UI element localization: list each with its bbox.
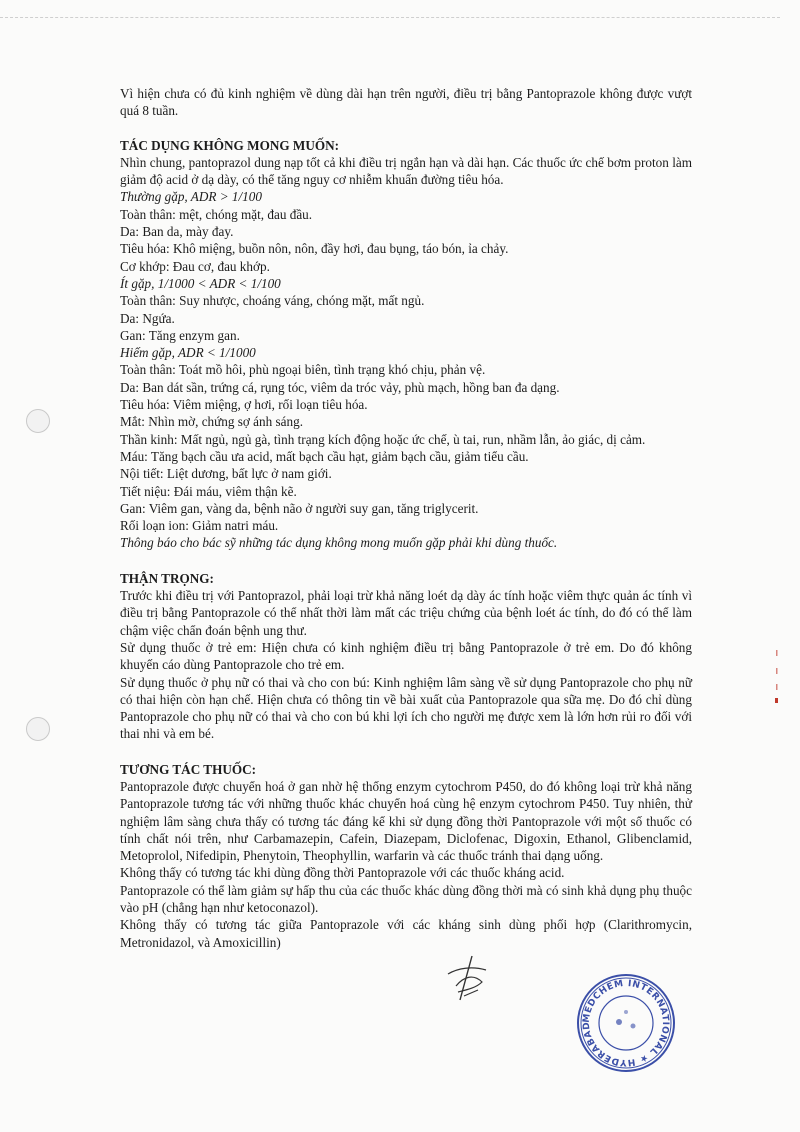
punch-hole-lower [26, 717, 50, 741]
rare-item: Thần kinh: Mất ngủ, ngủ gà, tình trạng kích động hoặc ức chế, ù tai, run, nhầm lẫn, ảo giác, dị cảm. [120, 431, 646, 447]
rare-item: Rối loạn ion: Giảm natri máu. [120, 518, 279, 534]
punch-hole-upper [26, 409, 50, 433]
adverse-note: Thông báo cho bác sỹ những tác dụng không mong muốn gặp phải khi dùng thuốc. [120, 535, 558, 551]
handwritten-signature [442, 952, 492, 1004]
common-subheading: Thường gặp, ADR > 1/100 [120, 189, 262, 205]
uncommon-item: Da: Ngứa. [120, 310, 175, 326]
adverse-intro: Nhìn chung, pantoprazol dung nạp tốt cả khi điều trị ngắn hạn và dài hạn. Các thuốc ức chế bơm proton làm giảm độ acid ở dạ dày, có thể tăng nguy cơ nhiễm khuẩn đường tiêu hóa. [120, 154, 692, 188]
intro-paragraph: Vì hiện chưa có đủ kinh nghiệm về dùng dài hạn trên người, điều trị bằng Pantoprazole không được vượt quá 8 tuần. [120, 86, 692, 119]
common-item: Cơ khớp: Đau cơ, đau khớp. [120, 258, 270, 274]
caution-pregnancy-paragraph: Sử dụng thuốc ở phụ nữ có thai và cho con bú: Kinh nghiệm lâm sàng về sử dụng Pantoprazole cho phụ nữ có thai hiện còn hạn chế. Hiện chưa có thông tin về bài xuất của Pantoprazole qua sữa mẹ. Do đó chỉ dùng Pantoprazole cho phụ nữ có thai và cho con bú khi lợi ích cho người mẹ được xem là lớn hơn rủi ro đối với thai nhi và em bé. [120, 674, 692, 742]
interactions-antibiotics-paragraph: Không thấy có tương tác giữa Pantoprazole với các kháng sinh dùng phối hợp (Clarithromycin, Metronidazol, và Amoxicillin) [120, 917, 692, 950]
interactions-antacid-paragraph: Không thấy có tương tác khi dùng đồng thời Pantoprazole với các thuốc kháng acid. [120, 865, 565, 881]
caution-heading: THẬN TRỌNG: [120, 570, 214, 586]
rare-item: Mắt: Nhìn mờ, chứng sợ ánh sáng. [120, 414, 303, 430]
interactions-paragraph: Pantoprazole được chuyển hoá ở gan nhờ hệ thống enzym cytochrom P450, do đó không loại trừ khả năng Pantoprazole tương tác với những thuốc khác chuyển hoá cùng hệ enzym cytochrom P450. Tuy nhiên, thử nghiệm lâm sàng chưa thấy có tương tác đáng kể khi sử dụng đồng thời Pantoprazole với một số thuốc có tính chất nói trên, như Carbamazepin, Cafein, Diazepam, Diclofenac, Digoxin, Ethanol, Glibenclamid, Metoprolol, Nifedipin, Phenytoin, Theophyllin, warfarin và các thuốc tránh thai dạng uống. [120, 778, 692, 864]
common-item: Tiêu hóa: Khô miệng, buồn nôn, nôn, đầy hơi, đau bụng, táo bón, ỉa chảy. [120, 241, 509, 257]
stamp-text: MEDCHEM INTERNATIONAL ★ HYDERABAD [581, 978, 671, 1068]
uncommon-item: Gan: Tăng enzym gan. [120, 327, 240, 343]
rare-item: Tiêu hóa: Viêm miệng, ợ hơi, rối loạn tiêu hóa. [120, 397, 368, 413]
rare-item: Gan: Viêm gan, vàng da, bệnh não ở người suy gan, tăng triglycerit. [120, 500, 479, 516]
interactions-heading: TƯƠNG TÁC THUỐC: [120, 761, 257, 777]
uncommon-item: Toàn thân: Suy nhược, choáng váng, chóng mặt, mất ngủ. [120, 293, 425, 309]
common-item: Toàn thân: mệt, chóng mặt, đau đầu. [120, 206, 313, 222]
common-item: Da: Ban da, mày đay. [120, 224, 234, 240]
top-scan-line [0, 17, 780, 18]
uncommon-subheading: Ít gặp, 1/1000 < ADR < 1/100 [120, 275, 281, 291]
caution-children-paragraph: Sử dụng thuốc ở trẻ em: Hiện chưa có kinh nghiệm điều trị bằng Pantoprazole ở trẻ em. Do đó không khuyến cáo dùng Pantoprazole cho trẻ em. [120, 639, 692, 673]
rare-item: Da: Ban dát sần, trứng cá, rụng tóc, viêm da tróc vảy, phù mạch, hồng ban đa dạng. [120, 379, 560, 395]
rare-item: Toàn thân: Toát mồ hôi, phù ngoại biên, tình trạng khó chịu, phản vệ. [120, 362, 486, 378]
rare-item: Máu: Tăng bạch cầu ưa acid, mất bạch cầu hạt, giảm bạch cầu, giảm tiểu cầu. [120, 448, 529, 464]
document-body [120, 85, 692, 951]
rare-item: Nội tiết: Liệt dương, bất lực ở nam giới. [120, 466, 332, 482]
company-stamp [575, 972, 677, 1074]
margin-marks [773, 650, 781, 710]
interactions-ph-paragraph: Pantoprazole có thể làm giảm sự hấp thu của các thuốc khác dùng đồng thời mà có sinh khả dụng phụ thuộc vào pH (chẳng hạn như ketoconazol). [120, 882, 692, 916]
rare-item: Tiết niệu: Đái máu, viêm thận kẽ. [120, 483, 297, 499]
caution-paragraph: Trước khi điều trị với Pantoprazol, phải loại trừ khả năng loét dạ dày ác tính hoặc viêm thực quản ác tính vì điều trị bằng Pantoprazole có thể nhất thời làm mất các triệu chứng của bệnh loét ác tính, do đó có thể làm chậm việc chẩn đoán bệnh ung thư. [120, 588, 692, 638]
adverse-heading: TÁC DỤNG KHÔNG MONG MUỐN: [120, 137, 340, 153]
rare-subheading: Hiếm gặp, ADR < 1/1000 [120, 345, 256, 361]
